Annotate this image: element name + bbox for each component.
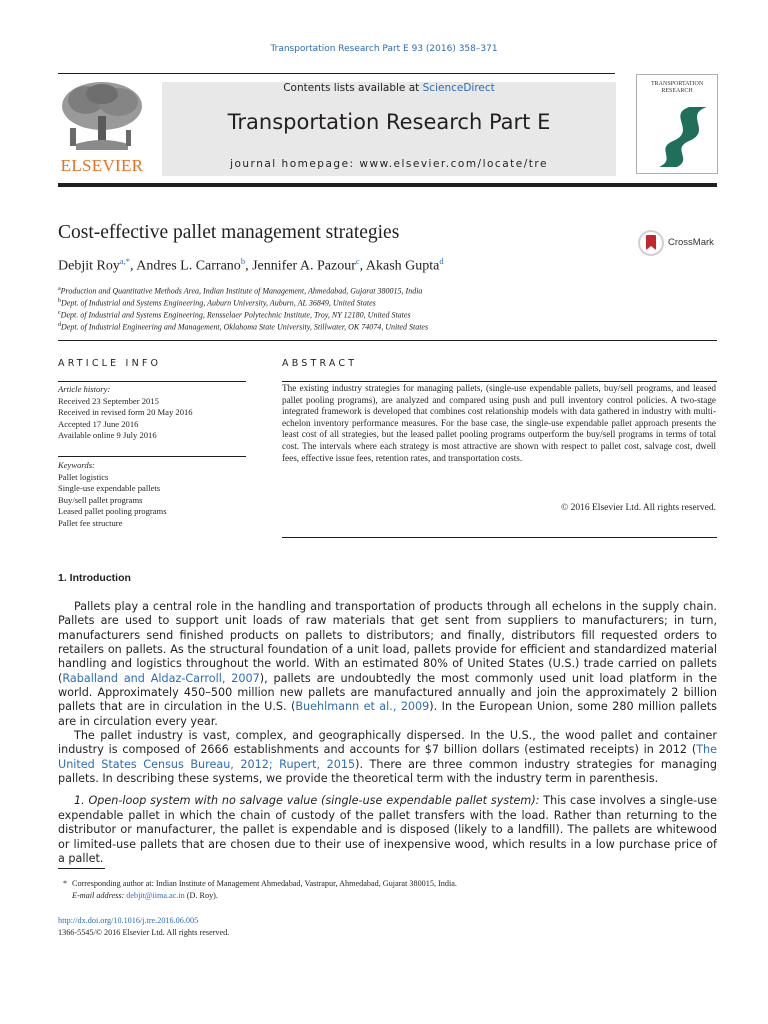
footnote-rule bbox=[58, 868, 105, 869]
elsevier-tree-icon bbox=[56, 80, 148, 156]
journal-cover bbox=[636, 74, 718, 174]
affiliation bbox=[58, 310, 411, 320]
affiliation-text: Dept. of Industrial Engineering and Management, Oklahoma State University, Stillwater, OK 74074, United States bbox=[61, 322, 429, 332]
citation-link[interactable]: Raballand and Aldaz-Carroll, 2007 bbox=[62, 671, 260, 685]
text-run: Pallets play a central role in the handling and transportation of products through all echelons in the supply chain. Pallets are used to support unit loads of raw materials that get sent from suppliers to manufacturers; in turn, manufacturers send finished products on pallets to distributors; and finally, distributors fill requested orders to retailers on pallets. As the structural foundation of a unit load, pallets provide for efficient and standardized material handling and logistics throughout the world. With an estimated 80% of United States (U.S.) trade carried on pallets ( bbox=[58, 600, 717, 685]
footnote-corresponding bbox=[58, 879, 457, 888]
affiliation-text: Production and Quantitative Methods Area, Indian Institute of Management, Ahmedabad, Gujarat 380015, India bbox=[60, 286, 423, 296]
affiliation bbox=[58, 322, 428, 332]
keywords-label: Keywords: bbox=[58, 460, 95, 470]
crossmark-badge[interactable] bbox=[636, 228, 726, 258]
text-run: ). There are three common industry strategies for managing pallets. In describing these systems, we provide the theoretical term with the industry term in parenthesis. bbox=[58, 757, 717, 786]
cover-title: TRANSPORTATION RESEARCH bbox=[651, 81, 704, 94]
author-affil-mark[interactable]: c bbox=[355, 256, 360, 266]
citation-link[interactable]: The United States Census Bureau, 2012; Rupert, 2015 bbox=[58, 743, 717, 771]
author-name: Debjit Roy bbox=[58, 258, 120, 274]
abstract-copyright: © 2016 Elsevier Ltd. All rights reserved. bbox=[561, 503, 716, 513]
author-name: Andres L. Carrano bbox=[136, 258, 241, 274]
text-run: ), pallets are undoubtedly the most commonly used unit load platform in the world. Approximately 450–500 million new pallets are manufactured annually and join the approximately 2 billion pallets that are in circulation in the U.S. ( bbox=[58, 671, 717, 714]
crossmark-label: CrossMark bbox=[668, 237, 714, 248]
crossmark-icon bbox=[636, 228, 666, 258]
journal-title: Transportation Research Part E bbox=[227, 110, 551, 134]
doi-link[interactable]: http://dx.doi.org/10.1016/j.tre.2016.06.005 bbox=[58, 916, 199, 925]
affiliation-rule bbox=[58, 340, 717, 341]
affiliation-text: Dept. of Industrial and Systems Engineering, Auburn University, Auburn, AL 36849, United States bbox=[61, 298, 376, 308]
footnote-text: Corresponding author at: Indian Institute of Management Ahmedabad, Vastrapur, Ahmedabad, Gujarat 380015, India. bbox=[72, 879, 457, 888]
cover-road-icon bbox=[637, 97, 717, 171]
email-suffix: (D. Roy). bbox=[184, 891, 218, 900]
article-info-rule bbox=[58, 381, 246, 382]
author-affil-mark[interactable]: d bbox=[439, 256, 444, 266]
author-name: Jennifer A. Pazour bbox=[252, 258, 356, 274]
keyword: Leased pallet pooling programs bbox=[58, 506, 167, 516]
text-run: ). In the European Union, some 280 million pallets are in circulation every year. bbox=[58, 700, 717, 728]
author-name: Akash Gupta bbox=[365, 258, 440, 274]
history-item: Available online 9 July 2016 bbox=[58, 430, 157, 440]
keyword: Single-use expendable pallets bbox=[58, 483, 161, 493]
footnote-email bbox=[72, 891, 218, 900]
author-list: Debjit Roy$^{a,*}$, Andres L. Carrano$^b$, Jennifer A. Pazour$^c$, Akash Gupta$^d$ bbox=[58, 256, 444, 274]
affiliation-mark: a bbox=[58, 286, 61, 292]
abstract-rule bbox=[282, 381, 717, 382]
keyword: Pallet logistics bbox=[58, 471, 109, 482]
history-item: Received 23 September 2015 bbox=[58, 395, 159, 406]
contents-prefix: Contents lists available at bbox=[283, 82, 423, 94]
affiliation bbox=[58, 286, 422, 296]
section-heading-introduction: 1. Introduction bbox=[58, 572, 131, 584]
history-label: Article history: bbox=[58, 384, 111, 394]
body-text bbox=[58, 600, 717, 866]
keywords bbox=[58, 460, 167, 529]
email-label: E-mail address: bbox=[72, 891, 127, 900]
article-info-heading: ARTICLE INFO bbox=[58, 358, 162, 369]
abstract-text: The existing industry strategies for managing pallets, (single-use expendable pallets, buy/sell programs, and leased pallet pooling programs), are analyzed and compared using push and pull inventory control policies. A two-stage integrated framework is developed that combines cost relationship models with data gathered in industry with multi-echelon inventory performance measures. For the base case, the single-use expendable pallet approach presents the least cost of all strategies, but the leased pallet pooling programs outperform the buy/sell programs in terms of total cost. The intervals where each strategy is most attractive are shown with respect to pallet cost, salvage cost, dwell fees, effective issue fees, retention rates, and transportation costs. bbox=[282, 383, 716, 463]
history-item: Accepted 17 June 2016 bbox=[58, 418, 139, 429]
journal-homepage[interactable]: journal homepage: www.elsevier.com/locate/tre bbox=[230, 158, 548, 170]
text-run-italic: 1. Open-loop system with no salvage value (single-use expendable pallet system): bbox=[74, 794, 540, 808]
header-thick-rule bbox=[58, 183, 717, 187]
affiliation-mark: d bbox=[58, 322, 61, 328]
affiliation bbox=[58, 298, 376, 308]
article-history bbox=[58, 384, 193, 442]
article-info-rule bbox=[58, 456, 246, 457]
affiliation-text: Dept. of Industrial and Systems Engineering, Rensselaer Polytechnic Institute, Troy, NY 12180, United States bbox=[60, 310, 411, 320]
issn-copyright: 1366-5545/© 2016 Elsevier Ltd. All rights reserved. bbox=[58, 928, 230, 937]
author-affil-mark[interactable]: b bbox=[240, 256, 246, 266]
affiliation-mark: c bbox=[58, 310, 61, 316]
citation-link[interactable]: Buehlmann et al., 2009 bbox=[295, 700, 430, 714]
text-run: The pallet industry is vast, complex, and geographically dispersed. In the U.S., the wood pallet and container industry is composed of 2666 establishments and accounts for $7 billion dollars (estimated receipts) in 2012 ( bbox=[58, 729, 717, 757]
sciencedirect-link[interactable]: ScienceDirect bbox=[422, 82, 495, 94]
affiliation-mark: b bbox=[58, 298, 61, 304]
author-affil-mark[interactable]: a,* bbox=[119, 256, 130, 266]
paragraph bbox=[58, 794, 717, 866]
email-link[interactable]: debjit@iima.ac.in bbox=[126, 891, 185, 900]
elsevier-logo bbox=[56, 80, 148, 176]
article-title: Cost-effective pallet management strategies bbox=[58, 222, 400, 243]
text-run: This case involves a single-use expendable pallet in which the chain of custody of the pallet transfers with the load. Rather than returning to the distributor or manufacturer, the pallet is expendable and is disposed (likely to a landfill). The pallets are whitewood or limited-use pallets that are chosen due to their use of inexpensive wood, which results in a low purchase price of a pallet. bbox=[58, 794, 717, 865]
footnote-mark: * bbox=[62, 879, 68, 888]
contents-line bbox=[162, 82, 616, 94]
keyword: Pallet fee structure bbox=[58, 517, 123, 528]
keyword: Buy/sell pallet programs bbox=[58, 494, 143, 505]
header-rule bbox=[58, 73, 615, 74]
abstract-rule-bottom bbox=[282, 537, 717, 538]
history-item: Received in revised form 20 May 2016 bbox=[58, 407, 193, 417]
abstract-heading: ABSTRACT bbox=[282, 358, 358, 369]
elsevier-wordmark: ELSEVIER bbox=[60, 156, 144, 175]
paragraph bbox=[58, 600, 717, 729]
paragraph bbox=[58, 729, 717, 786]
journal-citation[interactable]: Transportation Research Part E 93 (2016) 358–371 bbox=[270, 44, 498, 54]
